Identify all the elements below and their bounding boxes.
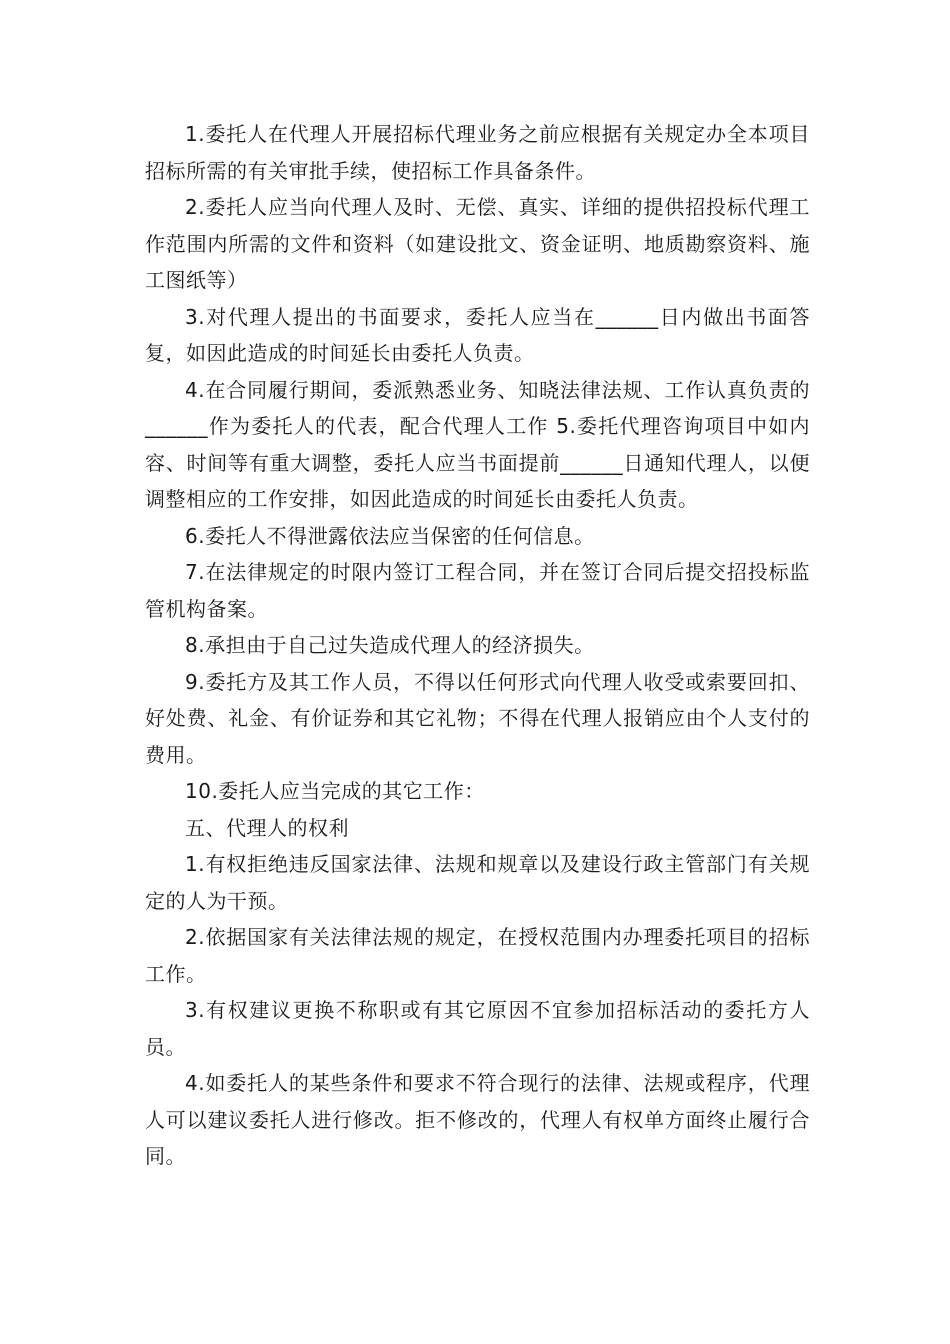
paragraph-written-reply: 3.对代理人提出的书面要求，委托人应当在______日内做出书面答复，如因此造成的时间延长由委托人负责。: [145, 304, 810, 365]
paragraph-client-approval: 1.委托人在代理人开展招标代理业务之前应根据有关规定办全本项目招标所需的有关审批手续，使招标工作具备条件。: [145, 122, 810, 183]
paragraph-terminate-contract: 4.如委托人的某些条件和要求不符合现行的法律、法规或程序，代理人可以建议委托人进行修改。拒不修改的，代理人有权单方面终止履行合同。: [145, 1071, 810, 1168]
document-body: [145, 116, 810, 1175]
paragraph-handle-tendering: 2.依据国家有关法律法规的规定，在授权范围内办理委托项目的招标工作。: [145, 925, 810, 986]
paragraph-bear-losses: 8.承担由于自己过失造成代理人的经济损失。: [185, 633, 595, 657]
paragraph-client-documents: 2.委托人应当向代理人及时、无偿、真实、详细的提供招投标代理工作范围内所需的文件和资料（如建设批文、资金证明、地质勘察资料、施工图纸等）: [145, 195, 810, 292]
paragraph-replace-personnel: 3.有权建议更换不称职或有其它原因不宜参加招标活动的委托方人员。: [145, 998, 810, 1059]
paragraph-client-representative: 4.在合同履行期间，委派熟悉业务、知晓法律法规、工作认真负责的______作为委托人的代表，配合代理人工作 5.委托代理咨询项目中如内容、时间等有重大调整，委托人应当书面提前______日通知代理人，以便调整相应的工作安排，如因此造成的时间延长由委托人负责。: [145, 377, 810, 511]
paragraph-sign-contract: 7.在法律规定的时限内签订工程合同，并在签订合同后提交招投标监管机构备案。: [145, 560, 810, 621]
paragraph-other-work: 10.委托人应当完成的其它工作：: [185, 779, 485, 803]
paragraph-no-kickbacks: 9.委托方及其工作人员，不得以任何形式向代理人收受或索要回扣、好处费、礼金、有价证券和其它礼物；不得在代理人报销应由个人支付的费用。: [145, 669, 810, 767]
section-heading-agent-rights: 五、代理人的权利: [185, 815, 349, 840]
paragraph-refuse-interference: 1.有权拒绝违反国家法律、法规和规章以及建设行政主管部门有关规定的人为干预。: [145, 852, 810, 913]
paragraph-confidentiality: 6.委托人不得泄露依法应当保密的任何信息。: [185, 523, 595, 548]
